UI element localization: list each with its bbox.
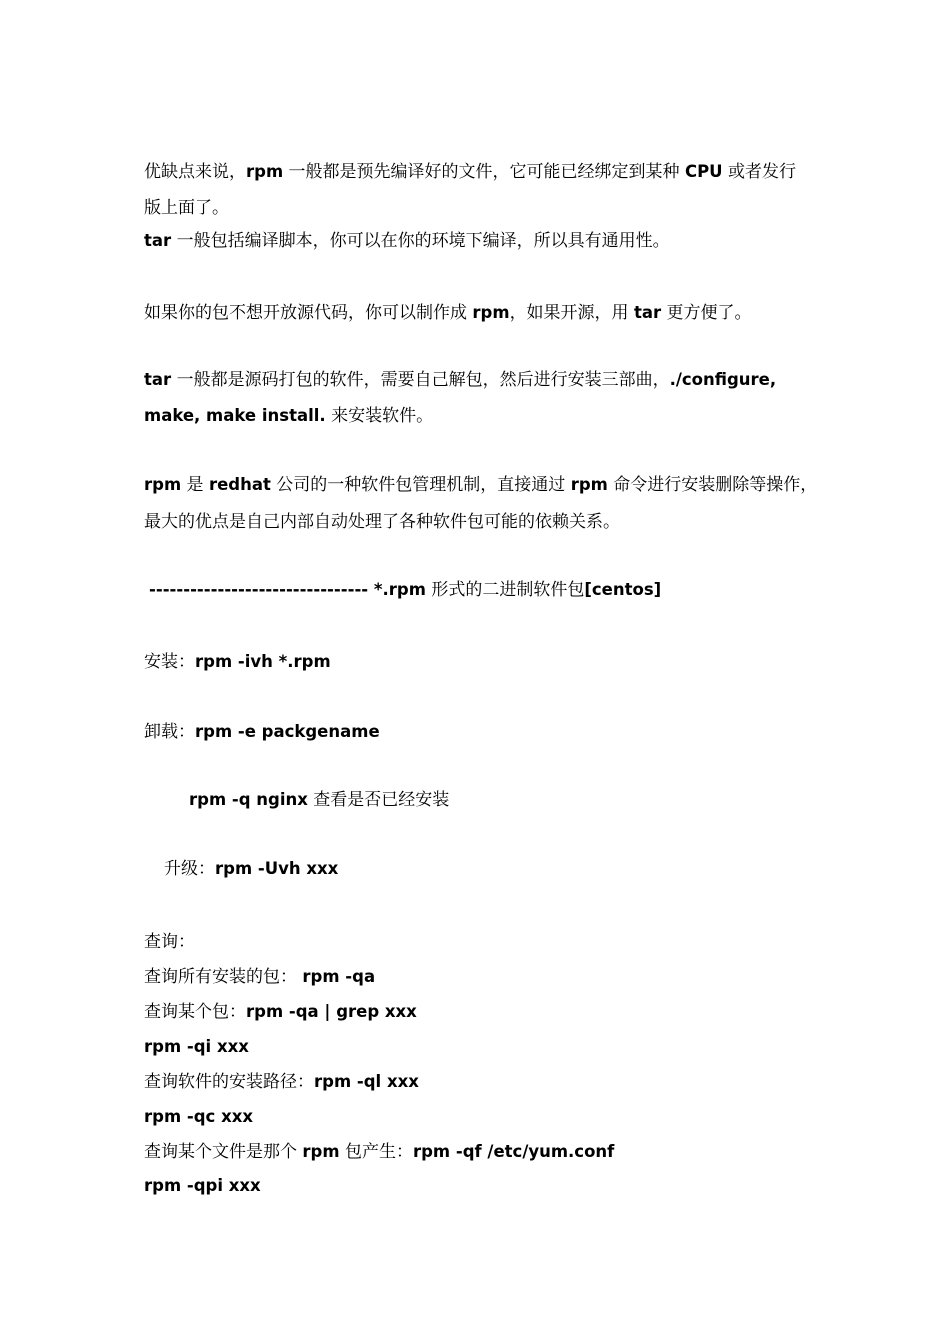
install-command-line [144,650,331,674]
query-path-label: 查询软件的安装路径： [144,1072,314,1092]
upgrade-command-line [164,857,338,881]
uninstall-command-line [144,720,380,744]
text: 来安装软件。 [325,406,434,426]
keyword-centos: [centos] [584,580,662,599]
text: 查询： [144,932,195,952]
paragraph-open-source [144,301,752,325]
text: 形式的二进制软件包 [425,580,585,600]
uninstall-command: rpm -e packgename [195,722,380,741]
keyword-tar: tar [144,231,172,250]
section-heading-rpm-binary [149,578,661,602]
query-title [144,930,195,954]
text: 优缺点来说， [144,162,246,182]
keyword-rpm: rpm [570,475,608,494]
text: 最大的优点是自己内部自动处理了各种软件包可能的依赖关系。 [144,512,620,532]
query-path-command: rpm -ql xxx [314,1072,419,1091]
keyword-tar: tar [633,303,662,322]
text: 命令进行安装删除等操作， [607,475,818,495]
paragraph-tar-pros [144,229,670,253]
text: 如果你的包不想开放源代码，你可以制作成 [144,303,473,323]
keyword-configure: ./configure, [669,370,777,389]
keyword-redhat: redhat [208,475,271,494]
keyword-rpm: rpm [246,162,284,181]
install-label: 安装： [144,652,195,672]
text: 一般包括编译脚本，你可以在你的环境下编译，所以具有通用性。 [171,231,670,251]
text: 更方便了。 [661,303,752,323]
paragraph-tar-source-line1 [144,368,776,392]
query-package-info-command: rpm -qpi xxx [144,1176,261,1195]
query-info-line [144,1035,249,1059]
paragraph-rpm-pros-line2 [144,196,229,220]
query-config-command: rpm -qc xxx [144,1107,253,1126]
query-file-label-end: 包产生： [339,1142,413,1162]
keyword-tar: tar [144,370,172,389]
keyword-rpm: rpm [302,1142,340,1161]
paragraph-rpm-pros-line1 [144,160,796,184]
query-all-label: 查询所有安装的包： [144,967,303,987]
query-one-command: rpm -qa | grep xxx [246,1002,417,1021]
check-command: rpm -q nginx [189,790,308,809]
upgrade-command: rpm -Uvh xxx [215,859,339,878]
query-one-label: 查询某个包： [144,1002,246,1022]
query-all-line [144,965,375,989]
text: ，如果开源，用 [509,303,634,323]
query-file-label: 查询某个文件是那个 [144,1142,303,1162]
query-file-command: rpm -qf /etc/yum.conf [412,1142,615,1161]
separator-dashes: -------------------------------- *.rpm [149,580,426,599]
text: 是 [181,475,209,495]
text: 一般都是源码打包的软件，需要自己解包，然后进行安装三部曲， [171,370,670,390]
query-all-command: rpm -qa [302,967,376,986]
uninstall-label: 卸载： [144,722,195,742]
install-command: rpm -ivh *.rpm [195,652,331,671]
query-info-command: rpm -qi xxx [144,1037,249,1056]
query-one-line [144,1000,417,1024]
check-command-line [189,788,449,812]
text: 公司的一种软件包管理机制，直接通过 [270,475,571,495]
keyword-rpm: rpm [472,303,510,322]
keyword-cpu: CPU [684,162,723,181]
text: 或者发行 [722,162,796,182]
paragraph-tar-source-line2 [144,404,433,428]
query-file-line [144,1140,614,1164]
query-package-info-line [144,1174,261,1198]
query-config-line [144,1105,253,1129]
paragraph-rpm-redhat-line2 [144,510,620,534]
paragraph-rpm-redhat-line1 [144,473,817,497]
text: 一般都是预先编译好的文件，它可能已经绑定到某种 [283,162,685,182]
check-description: 查看是否已经安装 [307,790,450,810]
keyword-make: make, make install. [144,406,326,425]
query-path-line [144,1070,419,1094]
text: 版上面了。 [144,198,229,218]
upgrade-label: 升级： [164,859,215,879]
keyword-rpm: rpm [144,475,182,494]
